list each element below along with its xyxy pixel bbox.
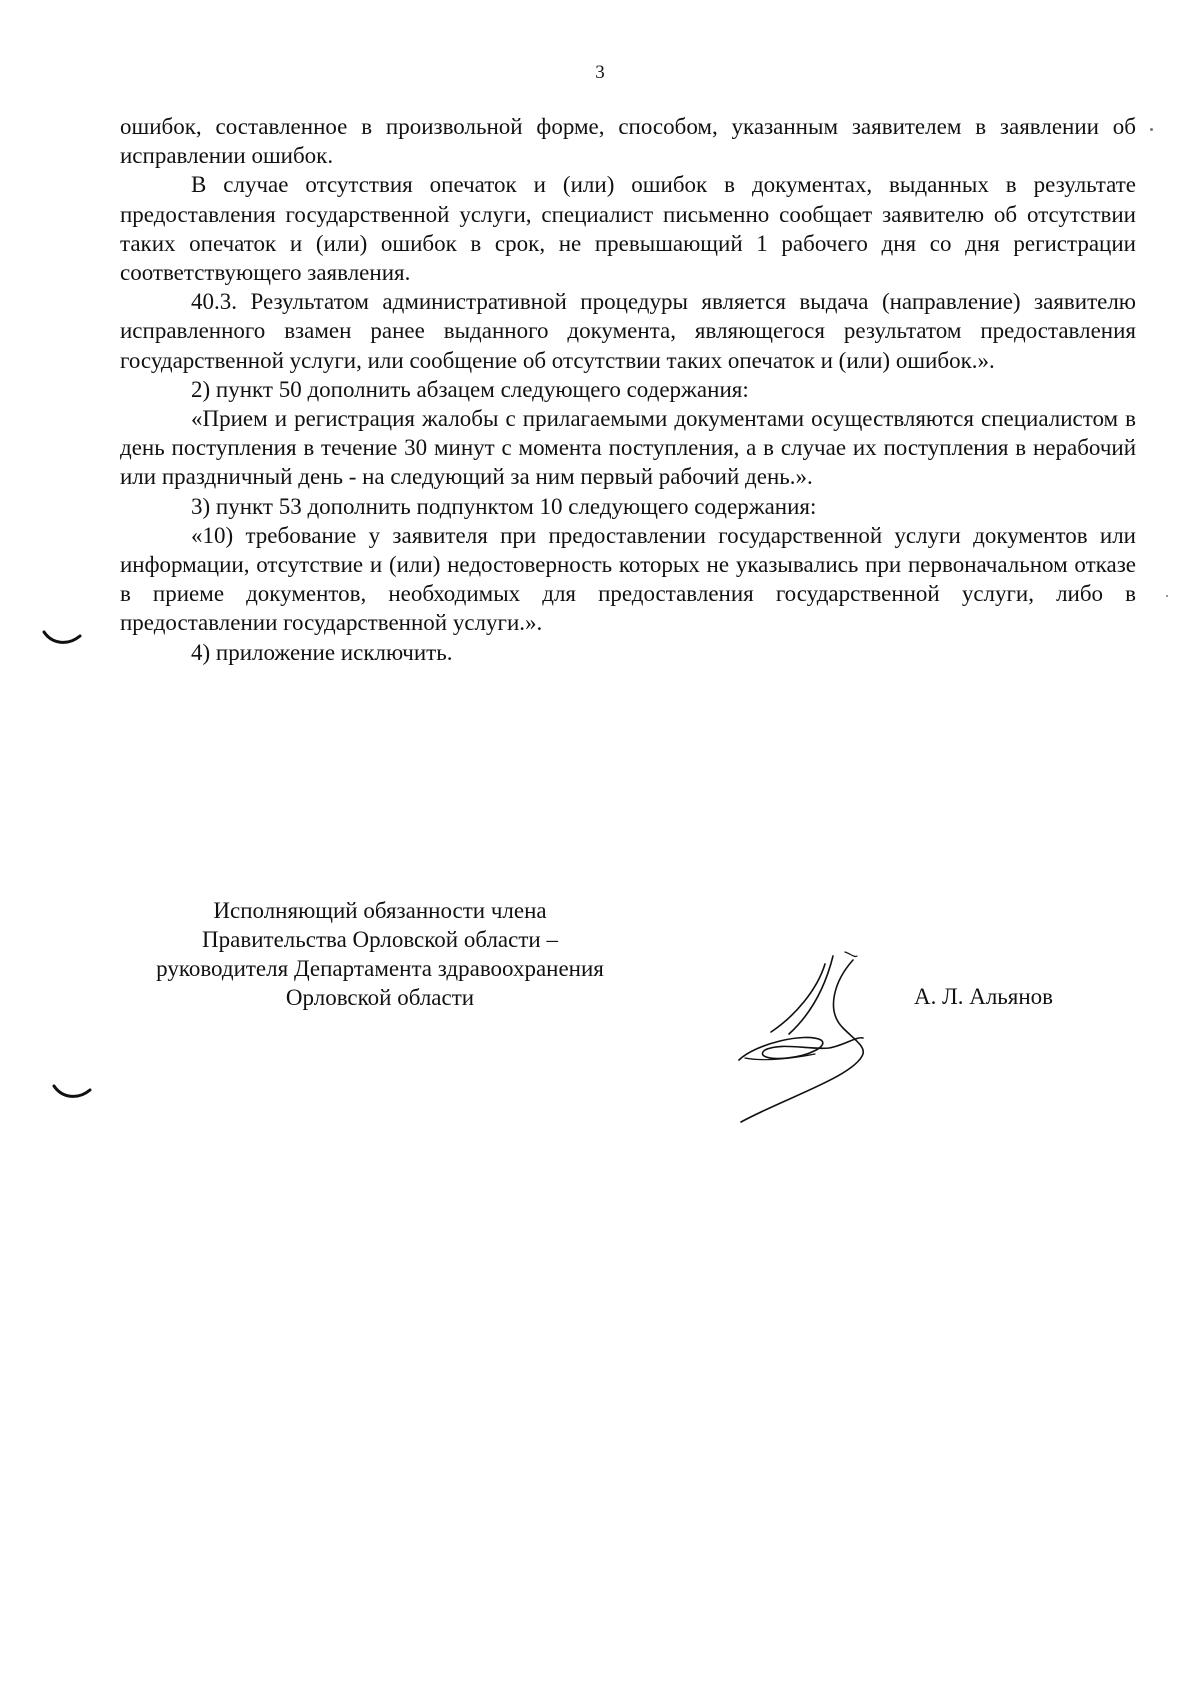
position-line-4: Орловской области [285, 985, 475, 1010]
paragraph-5: «Прием и регистрация жалобы с прилагаемыми документами осуществляются специалистом в день поступления в течение 30 минут с момента поступления, а в случае их поступления в нерабочий или праздничный день - на следующий за ним первый рабочий день.». [120, 406, 1136, 490]
position-line-3: руководителя Департамента здравоохранения [156, 956, 604, 981]
scan-margin-mark [52, 1082, 92, 1102]
paragraph-7: «10) требование у заявителя при предоставлении государственной услуги документов или информации, отсутствие и (или) недостоверность которых не указывались при первоначальном отказе в приеме документов, необходимых для предоставления государственной услуги, либо в предоставлении государственной услуги.». [120, 522, 1136, 636]
handwritten-signature [725, 950, 925, 1130]
scan-speck [1150, 128, 1153, 131]
paragraph-2: В случае отсутствия опечаток и (или) ошибок в документах, выданных в результате предоставления государственной услуги, специалист письменно сообщает заявителю об отсутствии таких опечаток и (или) ошибок в срок, не превышающий 1 рабочего дня со дня регистрации соответствующего заявления. [120, 172, 1136, 286]
paragraph-4: 2) пункт 50 дополнить абзацем следующего содержания: [191, 376, 749, 402]
scan-speck [1166, 595, 1168, 597]
paragraph-1: ошибок, составленное в произвольной форме, способом, указанным заявителем в заявлении об исправлении ошибок. [120, 114, 1136, 169]
paragraph-8: 4) приложение исключить. [191, 639, 453, 665]
page-number: 3 [595, 62, 605, 83]
signatory-name: А. Л. Альянов [914, 984, 1054, 1009]
paragraph-3: 40.3. Результатом административной процедуры является выдача (направление) заявителю исправленного взамен ранее выданного документа, являющегося результатом предоставления государственной услуги, или сообщение об отсутствии таких опечаток и (или) ошибок.». [120, 289, 1136, 373]
paragraph-6: 3) пункт 53 дополнить подпунктом 10 следующего содержания: [191, 493, 817, 519]
document-body [120, 112, 1136, 667]
position-line-1: Исполняющий обязанности члена [213, 898, 547, 923]
signatory-position [110, 896, 650, 1012]
scan-margin-mark [42, 628, 82, 648]
position-line-2: Правительства Орловской области – [202, 927, 558, 952]
